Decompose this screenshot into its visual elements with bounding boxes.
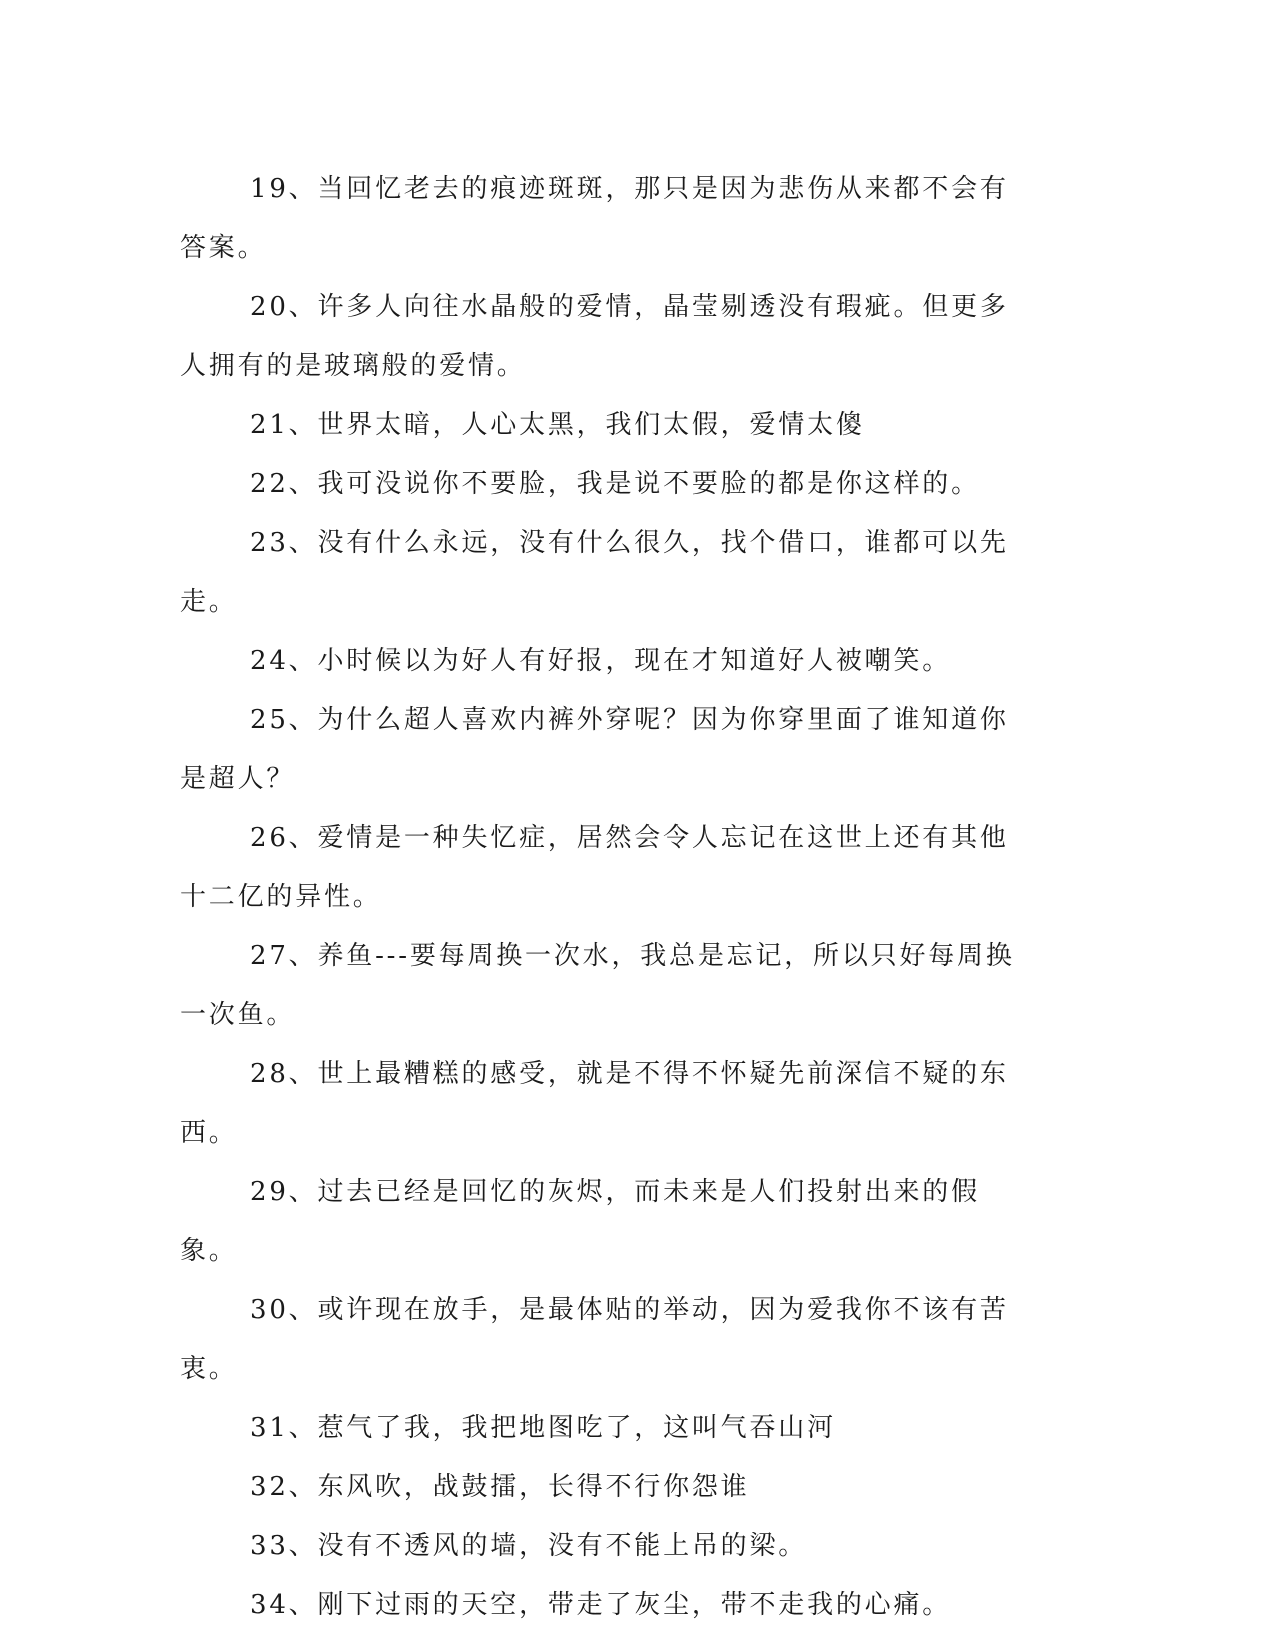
paragraph-24: 24、小时候以为好人有好报，现在才知道好人被嘲笑。 [250,646,952,676]
paragraph-32: 32、东风吹，战鼓擂，长得不行你怨谁 [250,1472,750,1502]
paragraph-29: 29、过去已经是回忆的灰烬，而未来是人们投射出来的假象。 [180,1177,980,1266]
paragraph-33: 33、没有不透风的墙，没有不能上吊的梁。 [250,1531,808,1561]
paragraph-30: 30、或许现在放手，是最体贴的举动，因为爱我你不该有苦衷。 [180,1295,1009,1384]
paragraph-26: 26、爱情是一种失忆症，居然会令人忘记在这世上还有其他十二亿的异性。 [180,823,1009,912]
paragraph-27: 27、养鱼---要每周换一次水，我总是忘记，所以只好每周换一次鱼。 [180,941,1015,1030]
paragraph-34: 34、刚下过雨的天空，带走了灰尘，带不走我的心痛。 [250,1590,952,1620]
paragraph-28: 28、世上最糟糕的感受，就是不得不怀疑先前深信不疑的东西。 [180,1059,1009,1148]
document-body [180,160,1030,1635]
paragraph-23: 23、没有什么永远，没有什么很久，找个借口，谁都可以先走。 [180,528,1009,617]
paragraph-21: 21、世界太暗，人心太黑，我们太假，爱情太傻 [250,410,865,440]
paragraph-31: 31、惹气了我，我把地图吃了，这叫气吞山河 [250,1413,836,1443]
paragraph-22: 22、我可没说你不要脸，我是说不要脸的都是你这样的。 [250,469,980,499]
paragraph-20: 20、许多人向往水晶般的爱情，晶莹剔透没有瑕疵。但更多人拥有的是玻璃般的爱情。 [180,292,1009,381]
paragraph-25: 25、为什么超人喜欢内裤外穿呢？因为你穿里面了谁知道你是超人？ [180,705,1009,794]
paragraph-19: 19、当回忆老去的痕迹斑斑，那只是因为悲伤从来都不会有答案。 [180,174,1009,263]
